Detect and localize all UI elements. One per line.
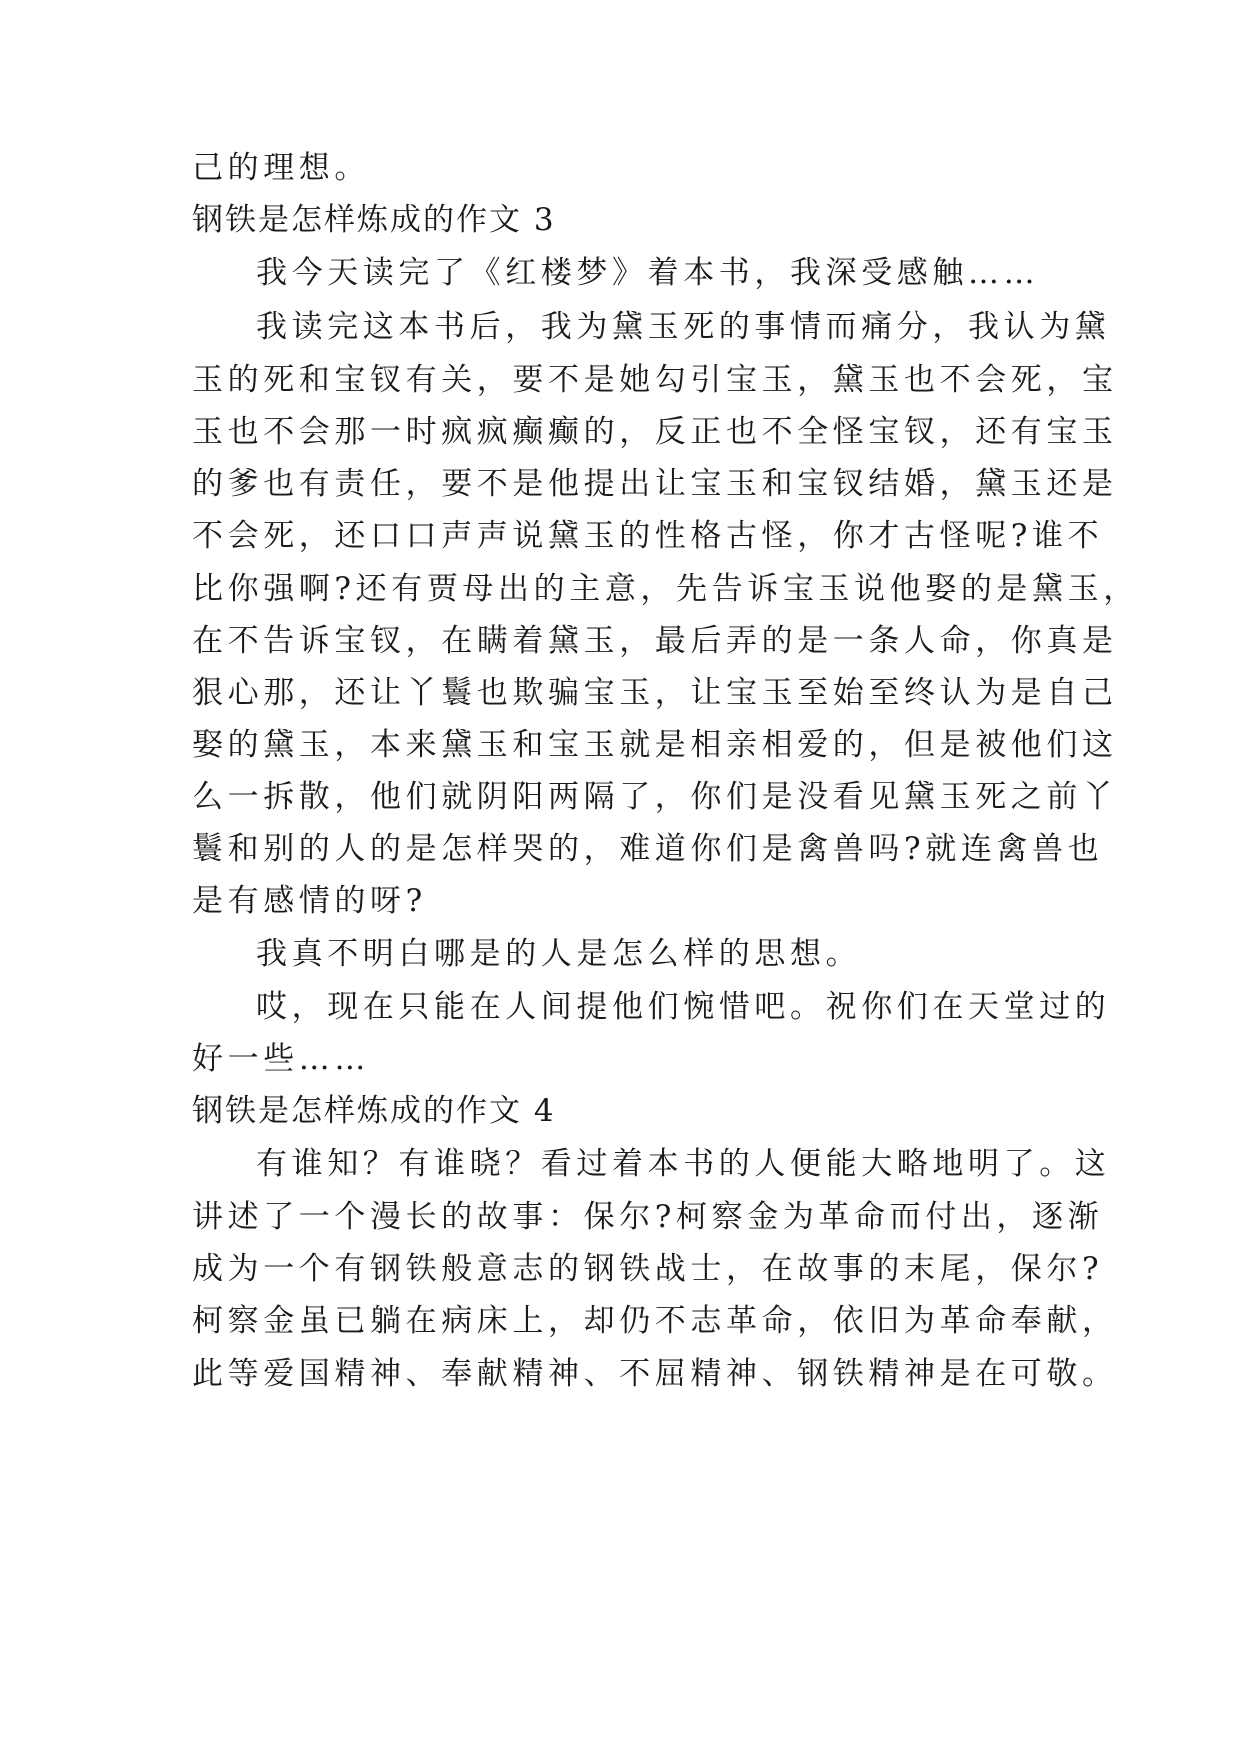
paragraph-line: 柯察金虽已躺在病床上，却仍不志革命，依旧为革命奉献， <box>192 1303 1118 1339</box>
paragraph-line: 狠心那，还让丫鬟也欺骗宝玉，让宝玉至始至终认为是自己 <box>192 675 1118 711</box>
paragraph-line: 在不告诉宝钗，在瞒着黛玉，最后弄的是一条人命，你真是 <box>192 623 1118 659</box>
paragraph-line: 娶的黛玉，本来黛玉和宝玉就是相亲相爱的，但是被他们这 <box>192 727 1118 763</box>
paragraph-line: 玉也不会那一时疯疯癫癫的，反正也不全怪宝钗，还有宝玉 <box>192 414 1118 450</box>
paragraph-line: 么一拆散，他们就阴阳两隔了，你们是没看见黛玉死之前丫 <box>192 779 1118 815</box>
paragraph-line: 我读完这本书后，我为黛玉死的事情而痛分，我认为黛 <box>256 309 1111 345</box>
paragraph-line: 我真不明白哪是的人是怎么样的思想。 <box>256 936 862 972</box>
paragraph-line: 鬟和别的人的是怎样哭的，难道你们是禽兽吗?就连禽兽也 <box>192 831 1104 867</box>
paragraph-line: 有谁知？有谁晓？看过着本书的人便能大略地明了。这 <box>256 1146 1111 1182</box>
paragraph-line: 讲述了一个漫长的故事：保尔?柯察金为革命而付出，逐渐 <box>192 1199 1104 1235</box>
paragraph-line: 己的理想。 <box>192 150 370 186</box>
paragraph-line: 的爹也有责任，要不是他提出让宝玉和宝钗结婚，黛玉还是 <box>192 466 1118 502</box>
section-heading: 钢铁是怎样炼成的作文 3 <box>192 202 556 238</box>
paragraph-line: 好一些…… <box>192 1041 370 1077</box>
paragraph-line: 不会死，还口口声声说黛玉的性格古怪，你才古怪呢?谁不 <box>192 518 1104 554</box>
paragraph-line: 比你强啊?还有贾母出的主意，先告诉宝玉说他娶的是黛玉， <box>192 571 1139 607</box>
paragraph-line: 玉的死和宝钗有关，要不是她勾引宝玉，黛玉也不会死，宝 <box>192 362 1118 398</box>
paragraph-line: 此等爱国精神、奉献精神、不屈精神、钢铁精神是在可敬。 <box>192 1356 1118 1392</box>
section-heading: 钢铁是怎样炼成的作文 4 <box>192 1093 556 1129</box>
paragraph-line: 成为一个有钢铁般意志的钢铁战士，在故事的末尾，保尔? <box>192 1251 1104 1287</box>
paragraph-line: 哎，现在只能在人间提他们惋惜吧。祝你们在天堂过的 <box>256 989 1111 1025</box>
paragraph-line: 是有感情的呀? <box>192 883 427 919</box>
paragraph-line: 我今天读完了《红楼梦》着本书，我深受感触…… <box>256 255 1040 291</box>
